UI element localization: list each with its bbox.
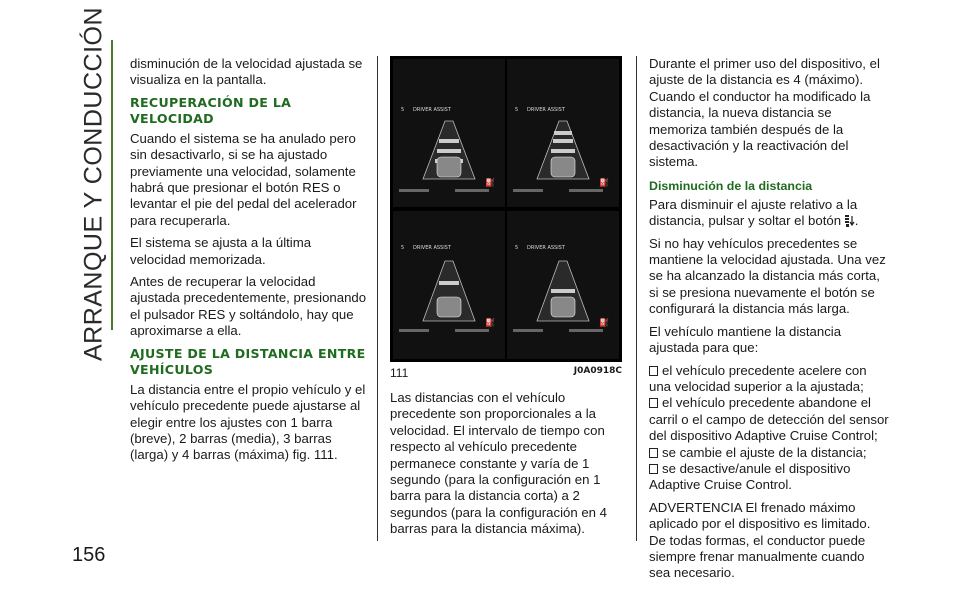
paragraph-text: .: [854, 213, 859, 229]
cluster-panel: [507, 59, 619, 207]
subsection-heading: Disminución de la distancia: [649, 178, 813, 193]
list-item: se desactive/anule el dispositivo Adaptive Cruise Control.: [649, 460, 851, 493]
paragraph: El vehículo mantiene la distancia ajustada para que:: [649, 323, 842, 356]
paragraph: [649, 197, 889, 230]
section-heading: AJUSTE DE LA DISTANCIA ENTRE VEHÍCULOS: [130, 345, 366, 377]
list-item: el vehículo precedente abandone el carril o el campo de detección del sensor del dispositivo Adaptive Cruise Control;: [649, 395, 889, 444]
paragraph: El sistema se ajusta a la última velocidad memorizada.: [130, 235, 312, 267]
page-number: 156: [72, 544, 106, 566]
panel-label: DRIVER ASSIST: [527, 245, 565, 251]
chapter-title: ARRANQUE Y CONDUCCIÓN: [79, 6, 108, 362]
cluster-panel: [393, 59, 505, 207]
checkbox-bullet-icon: [649, 366, 658, 376]
paragraph: Cuando el sistema se ha anulado pero sin desactivarlo, si se ha ajustado previamente una velocidad, solamente habrá que presionar el botón RES o levantar el pie del pedal del acelerador para recuperarla.: [130, 130, 357, 228]
paragraph: Las distancias con el vehículo precedente son proporcionales a la velocidad. El intervalo de tiempo con respecto al vehículo precedente permanece constante y varía de 1 segundo (para la configuración en 1 barra para la distancia corta) a 2 segundos (para la configuración en 4 barras para la distancia máxima).: [390, 390, 608, 537]
svg-text:⛽: ⛽: [485, 178, 495, 187]
figure-code: J0A0918C: [573, 366, 622, 376]
panel-number: 5: [401, 245, 405, 251]
svg-text:⛽: ⛽: [485, 318, 495, 327]
panel-label: DRIVER ASSIST: [413, 107, 451, 113]
svg-text:⛽: ⛽: [599, 318, 609, 327]
paragraph: Antes de recuperar la velocidad ajustada precedentemente, presionando el pulsador RES y soltándolo, hay que aproximarse a ella.: [130, 274, 367, 339]
chapter-rule: [111, 40, 113, 330]
list-item: el vehículo precedente acelere con una velocidad superior a la ajustada;: [649, 362, 867, 394]
paragraph-text: Para disminuir el ajuste relativo a la distancia, pulsar y soltar el botón: [649, 196, 858, 229]
distance-button-icon: [845, 215, 855, 227]
paragraph: disminución de la velocidad ajustada se visualiza en la pantalla.: [130, 56, 363, 88]
warning-paragraph: ADVERTENCIA El frenado máximo aplicado por el dispositivo es limitado. De todas formas, el conductor puede siempre frenar manualmente cuando sea necesario.: [649, 499, 871, 581]
panel-number: 5: [515, 245, 519, 251]
panel-label: DRIVER ASSIST: [527, 107, 565, 113]
list-item: se cambie el ajuste de la distancia;: [649, 445, 889, 461]
cluster-panel: [393, 211, 505, 359]
checkbox-bullet-icon: [649, 398, 658, 408]
section-heading: RECUPERACIÓN DE LA VELOCIDAD: [130, 94, 292, 126]
cluster-panel: [507, 211, 619, 359]
paragraph: Durante el primer uso del dispositivo, el ajuste de la distancia es 4 (máximo). Cuando el conductor ha modificado la distancia, la nueva distancia se memoriza también después de la desactivación y la reactivación del sistema.: [649, 56, 880, 170]
column-left: [130, 56, 368, 470]
column-middle: [390, 56, 622, 544]
column-divider: [636, 56, 637, 541]
figure-cluster-display: [390, 56, 622, 362]
svg-text:⛽: ⛽: [599, 178, 609, 187]
checkbox-bullet-icon: [649, 464, 658, 474]
panel-number: 5: [401, 107, 405, 113]
column-divider: [377, 56, 378, 541]
paragraph: Si no hay vehículos precedentes se mantiene la velocidad ajustada. Una vez se ha alcanzado la distancia más corta, si se presiona nuevamente el botón se configurará la distancia más larga.: [649, 235, 886, 317]
panel-label: DRIVER ASSIST: [413, 245, 451, 251]
figure-caption: [390, 366, 622, 380]
panel-number: 5: [515, 107, 519, 113]
paragraph: La distancia entre el propio vehículo y el vehículo precedente puede ajustarse al elegir entre los ajustes con 1 barra (breve), 2 barras (media), 3 barras (larga) y 4 barras (máxima) fig. 111.: [130, 381, 366, 463]
column-right: [649, 56, 889, 588]
checkbox-bullet-icon: [649, 448, 658, 458]
figure-number: 111: [390, 366, 409, 380]
